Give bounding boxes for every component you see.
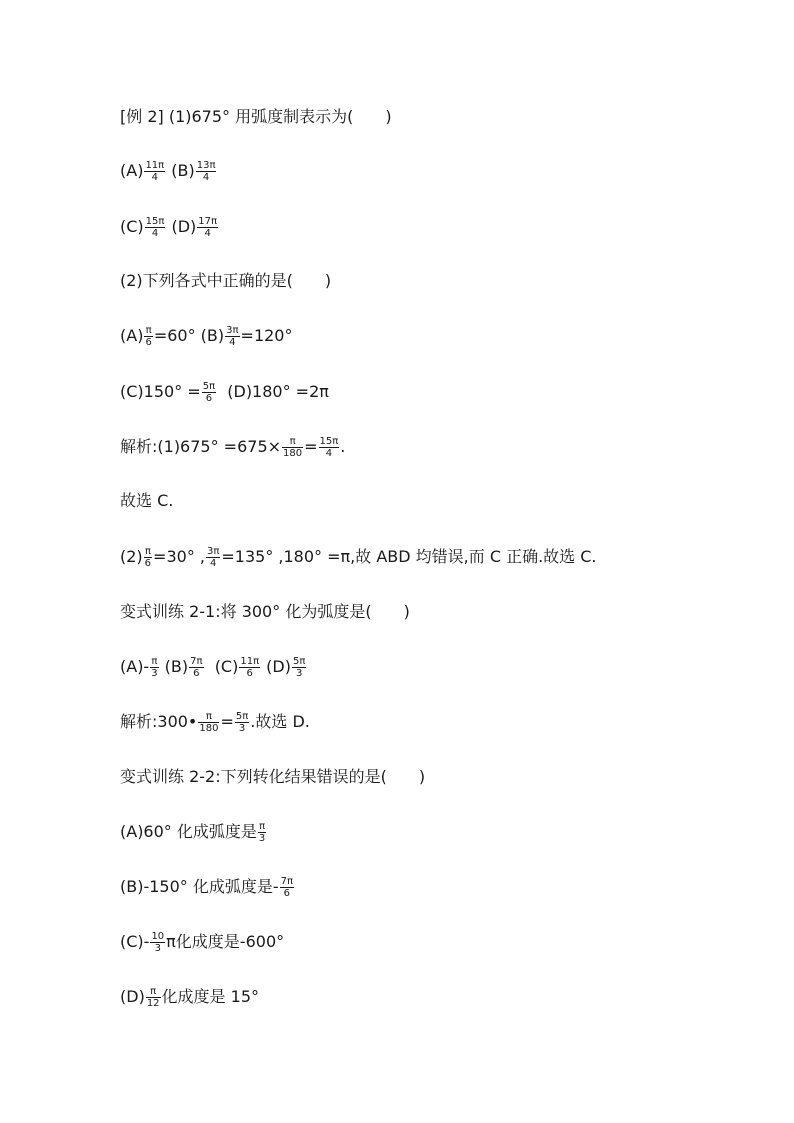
variant-2-2-option-b: (B)-150° 化成弧度是- $\frac{7\pi}{6}$ <box>120 876 294 899</box>
fraction: $\frac{3\pi}{4}$ <box>206 546 220 569</box>
fraction: $\frac{\pi}{180}$ <box>199 711 219 734</box>
example-2-question-2: (2)下列各式中正确的是( ) <box>120 271 332 290</box>
solution-1: 解析:(1)675° =675× $\frac{\pi}{180}$ = $\frac{15\pi}{4}$ . <box>120 436 346 459</box>
fraction: $\frac{5\pi}{6}$ <box>202 381 216 404</box>
fraction: $\frac{7\pi}{6}$ <box>190 656 203 679</box>
fraction: $\frac{\pi}{3}$ <box>151 656 158 679</box>
fraction: $\frac{10}{3}$ <box>151 931 165 954</box>
fraction: $\frac{\pi}{3}$ <box>258 821 266 844</box>
variant-2-2-option-a: (A)60° 化成弧度是 $\frac{\pi}{3}$ <box>120 821 266 844</box>
q1-options-cd: (C) $\frac{15\pi}{4}$ (D) $\frac{17\pi}{4}$ <box>120 216 218 239</box>
fraction: $\frac{3\pi}{4}$ <box>226 325 239 348</box>
fraction: $\frac{5\pi}{3}$ <box>292 656 306 679</box>
q2-options-ab: (A) $\frac{\pi}{6}$ =60° (B) $\frac{3\pi}{4}$ =120° <box>120 325 293 348</box>
solution-2: (2) $\frac{\pi}{6}$ =30° , $\frac{3\pi}{4}$ =135° ,180° =π,故 ABD 均错误,而 C 正确.故选 C. <box>120 546 597 569</box>
variant-2-2-option-d: (D) $\frac{\pi}{12}$ 化成度是 15° <box>120 986 259 1009</box>
fraction: $\frac{\pi}{6}$ <box>145 325 152 348</box>
fraction: $\frac{15\pi}{4}$ <box>145 216 165 239</box>
fraction: $\frac{\pi}{12}$ <box>146 986 160 1009</box>
fraction: $\frac{17\pi}{4}$ <box>198 216 218 239</box>
fraction: $\frac{11\pi}{6}$ <box>240 656 260 679</box>
variant-2-1-solution: 解析:300• $\frac{\pi}{180}$ = $\frac{5\pi}{3}$ .故选 D. <box>120 711 310 734</box>
fraction: $\frac{\pi}{180}$ <box>283 436 303 459</box>
fraction: $\frac{\pi}{6}$ <box>144 546 152 569</box>
fraction: $\frac{13\pi}{4}$ <box>196 160 216 183</box>
fraction: $\frac{15\pi}{4}$ <box>319 436 339 459</box>
variant-2-1-options: (A)- $\frac{\pi}{3}$ (B) $\frac{7\pi}{6}$ (C) $\frac{11\pi}{6}$ (D) $\frac{5\pi}{3}$ <box>120 656 306 679</box>
variant-2-1-question: 变式训练 2-1:将 300° 化为弧度是( ) <box>120 602 410 621</box>
variant-2-2-option-c: (C)- $\frac{10}{3}$ π化成度是-600° <box>120 931 285 954</box>
variant-2-2-question: 变式训练 2-2:下列转化结果错误的是( ) <box>120 767 426 786</box>
q1-options-ab: (A) $\frac{11\pi}{4}$ (B) $\frac{13\pi}{4}$ <box>120 160 216 183</box>
fraction: $\frac{11\pi}{4}$ <box>145 160 165 183</box>
example-2-question-1: [例 2] (1)675° 用弧度制表示为( ) <box>120 107 392 126</box>
solution-1-choice: 故选 C. <box>120 491 174 510</box>
q2-options-cd: (C)150° = $\frac{5\pi}{6}$ (D)180° =2π <box>120 381 329 404</box>
fraction: $\frac{7\pi}{6}$ <box>280 876 294 899</box>
fraction: $\frac{5\pi}{3}$ <box>235 711 249 734</box>
